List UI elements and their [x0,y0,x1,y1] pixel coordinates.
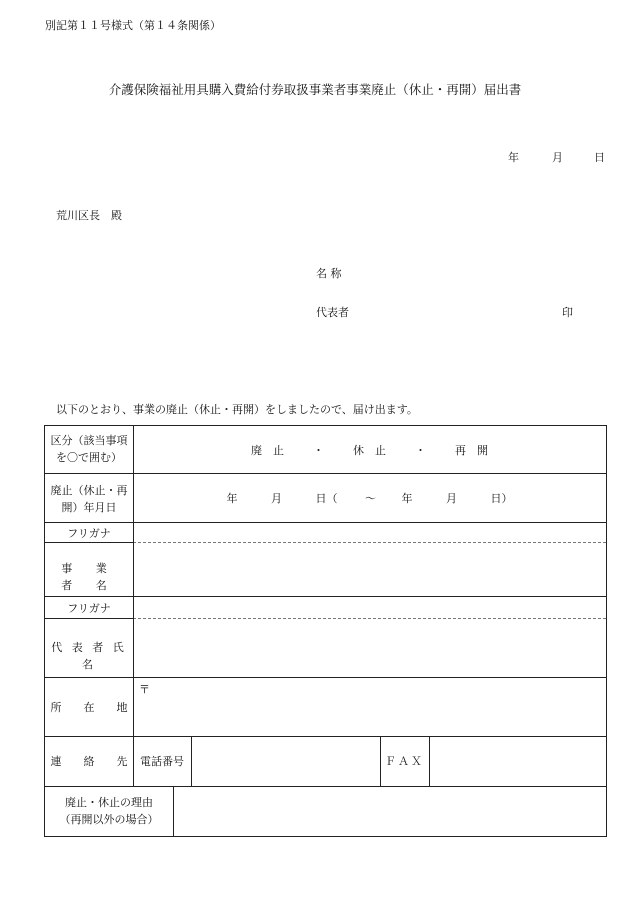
date-year-label: 年 [508,151,519,164]
furigana-label-representative: フリガナ [67,602,111,615]
representative-furigana-field[interactable] [133,596,606,618]
form-number: 別記第１１号様式（第１４条関係） [45,19,221,32]
business-name-field[interactable] [133,542,606,596]
representative-name-label: 代 表 者 氏 名 [51,641,127,671]
date-label: 廃止（休止・再 開）年月日 [50,484,128,514]
date-month-label: 月 [552,151,563,164]
postal-mark: 〒 [139,683,150,696]
applicant-name-label: 名 称 [316,267,342,280]
furigana-label-business: フリガナ [67,527,111,540]
date-day-label: 日 [594,151,605,164]
fax-field[interactable] [429,736,606,786]
addressee: 荒川区長 殿 [56,209,122,222]
phone-label: 電話番号 [140,755,184,768]
fax-label: ＦＡＸ [385,755,424,768]
address-label: 所 在 地 [50,701,128,714]
submission-date [508,149,605,165]
intro-text: 以下のとおり、事業の廃止（休止・再開）をしましたので、届け出ます。 [56,403,418,416]
document-title: 介護保険福祉用具購入費給付券取扱事業者事業廃止（休止・再開）届出書 [108,82,522,97]
category-label: 区分（該当事項 を〇で囲む） [50,434,128,464]
option-abolish[interactable]: 廃 止 [251,444,284,457]
period-date-field[interactable]: 年 月 日（ ～ 年 月 日） [226,492,513,505]
option-resume[interactable]: 再 開 [455,444,488,457]
applicant-representative-label: 代表者 [316,306,349,319]
seal-mark: 印 [562,306,573,319]
reason-label: 廃止・休止の理由 （再開以外の場合） [59,796,159,826]
address-field[interactable] [133,677,606,736]
business-furigana-field[interactable] [133,522,606,542]
phone-field[interactable] [191,736,380,786]
representative-name-field[interactable] [133,618,606,677]
contact-label: 連 絡 先 [50,755,128,768]
option-suspend[interactable]: 休 止 [353,444,386,457]
business-name-label: 事 業 者 名 [61,562,117,592]
category-options[interactable]: 廃 止 ・ 休 止 ・ 再 開 [251,444,488,457]
reason-field[interactable] [173,786,606,837]
notification-form-table [44,425,607,837]
